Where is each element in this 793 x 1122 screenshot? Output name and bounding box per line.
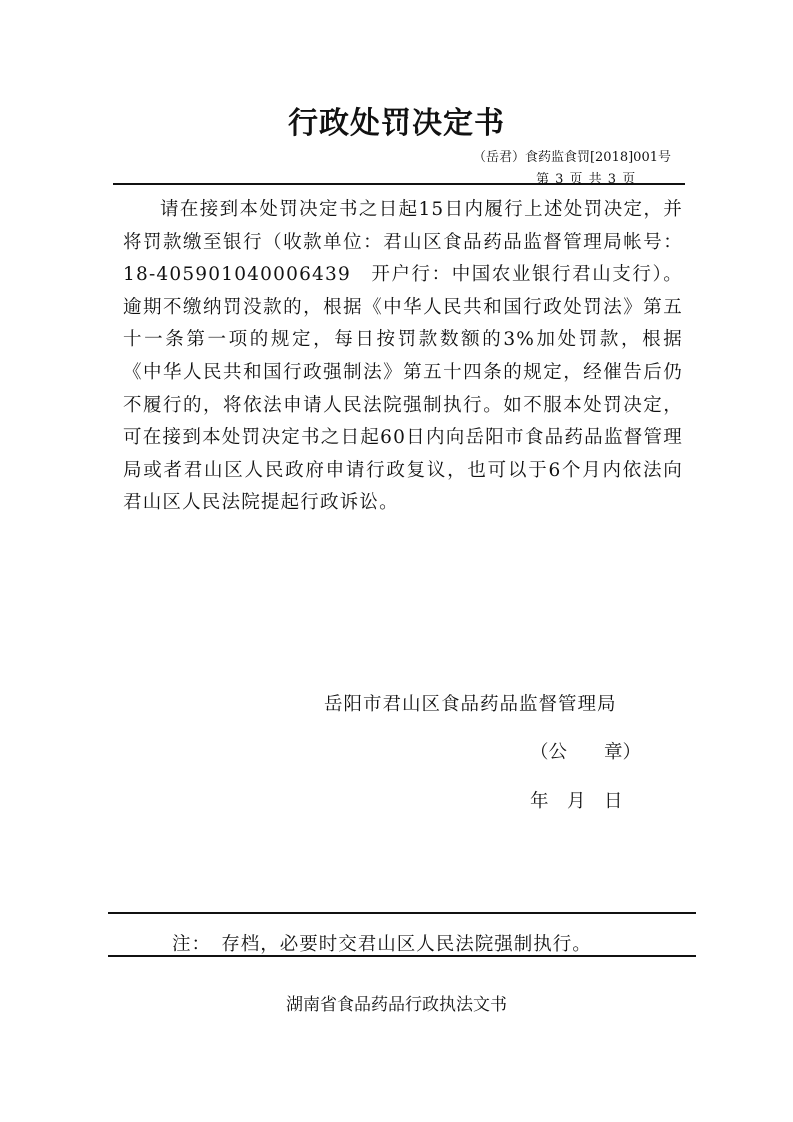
note-top-divider [108, 912, 696, 914]
footer-text: 湖南省食品药品行政执法文书 [286, 995, 507, 1015]
date-line: 年 月 日 [530, 791, 623, 812]
note-text: 注： 存档，必要时交君山区人民法院强制执行。 [172, 934, 592, 955]
document-title: 行政处罚决定书 [288, 106, 505, 141]
issuing-authority: 岳阳市君山区食品药品监督管理局 [324, 694, 617, 715]
official-seal-placeholder: （公 章） [530, 742, 642, 763]
page-info: 第 3 页 共 3 页 [536, 172, 636, 187]
document-number: （岳君）食药监食罚[2018]001号 [472, 150, 671, 165]
decision-body-text: 请在接到本处罚决定书之日起15日内履行上述处罚决定，并将罚款缴至银行（收款单位：君山区食品药品监督管理局帐号：18-405901040006439 开户行：中国农业银行君山支行）。逾期不缴纳罚没款的，根据《中华人民共和国行政处罚法》第五十一条第一项的规定，每日按罚款数额的3%加处罚款，根据《中华人民共和国行政强制法》第五十四条的规定，经催告后仍不履行的，将依法申请人民法院强制执行。如不服本处罚决定，可在接到本处罚决定书之日起60日内向岳阳市食品药品监督管理局或者君山区人民政府申请行政复议，也可以于6个月内依法向君山区人民法院提起行政诉讼。 [123, 199, 683, 514]
note-bottom-divider [108, 955, 696, 957]
header-divider [113, 183, 685, 185]
